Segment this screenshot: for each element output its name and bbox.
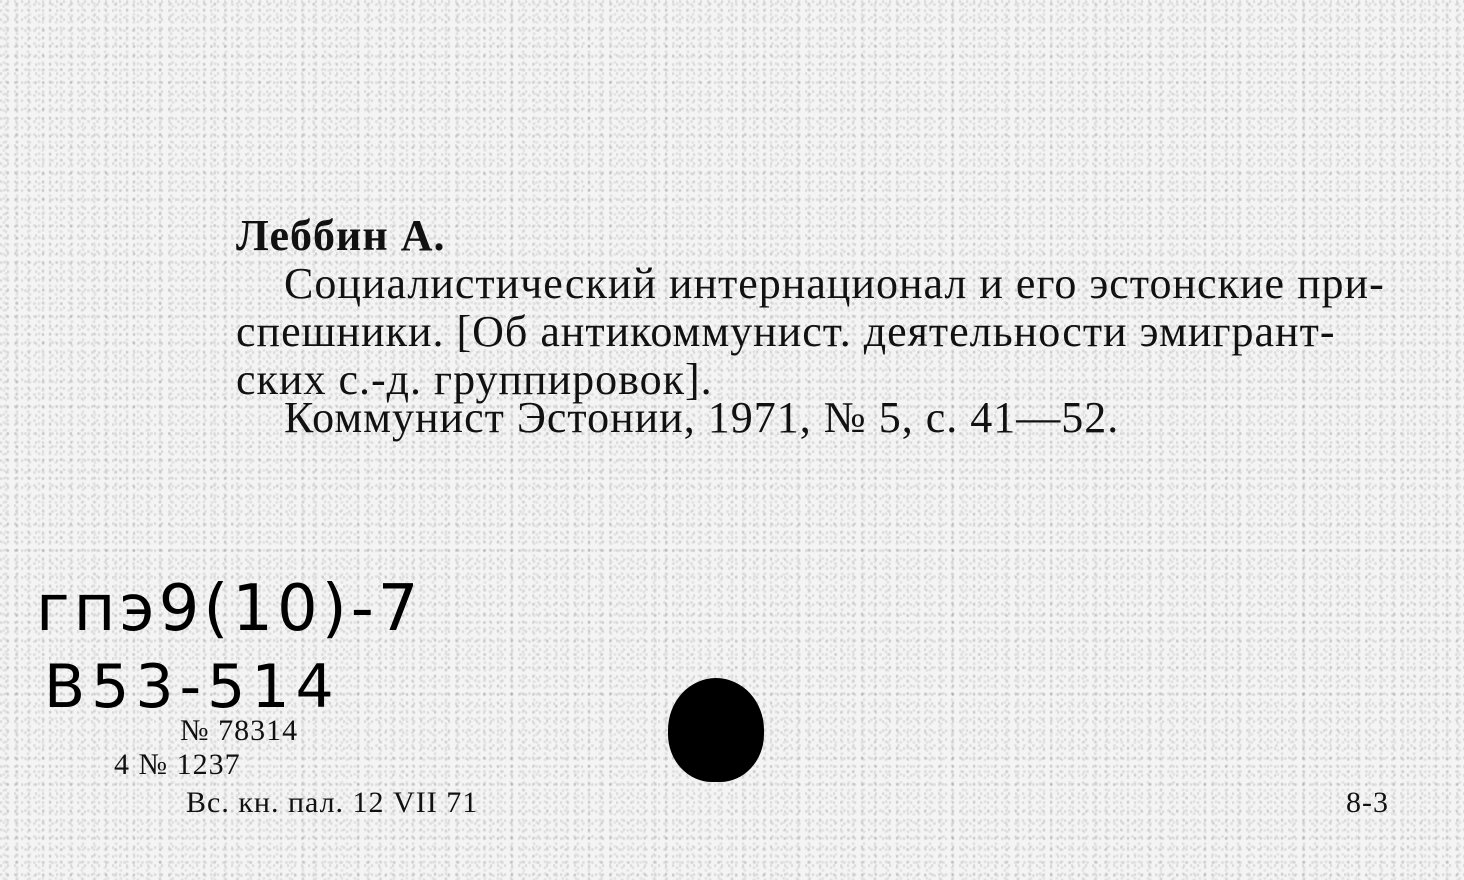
title-line-2: спешники. [Об антикоммунист. деятельности эмигрант-: [236, 307, 1336, 356]
classification-code: гпэ9(10)-7: [36, 572, 423, 646]
title-line-3: ских с.-д. группировок].: [236, 355, 713, 404]
source-citation: Коммунист Эстонии, 1971, № 5, с. 41—52.: [284, 393, 1120, 442]
shelf-code: B53-514: [44, 652, 340, 722]
registration-number: № 78314: [180, 714, 299, 747]
corner-code: 8-3: [1346, 786, 1389, 819]
author-name: Леббин А.: [236, 211, 446, 260]
order-number: 4 № 1237: [114, 748, 241, 781]
punch-hole: [668, 678, 764, 782]
fund-stamp-line: Вс. кн. пал. 12 VII 71: [186, 786, 479, 819]
title-line-1: Социалистический интернационал и его эстонские при-: [284, 259, 1385, 308]
